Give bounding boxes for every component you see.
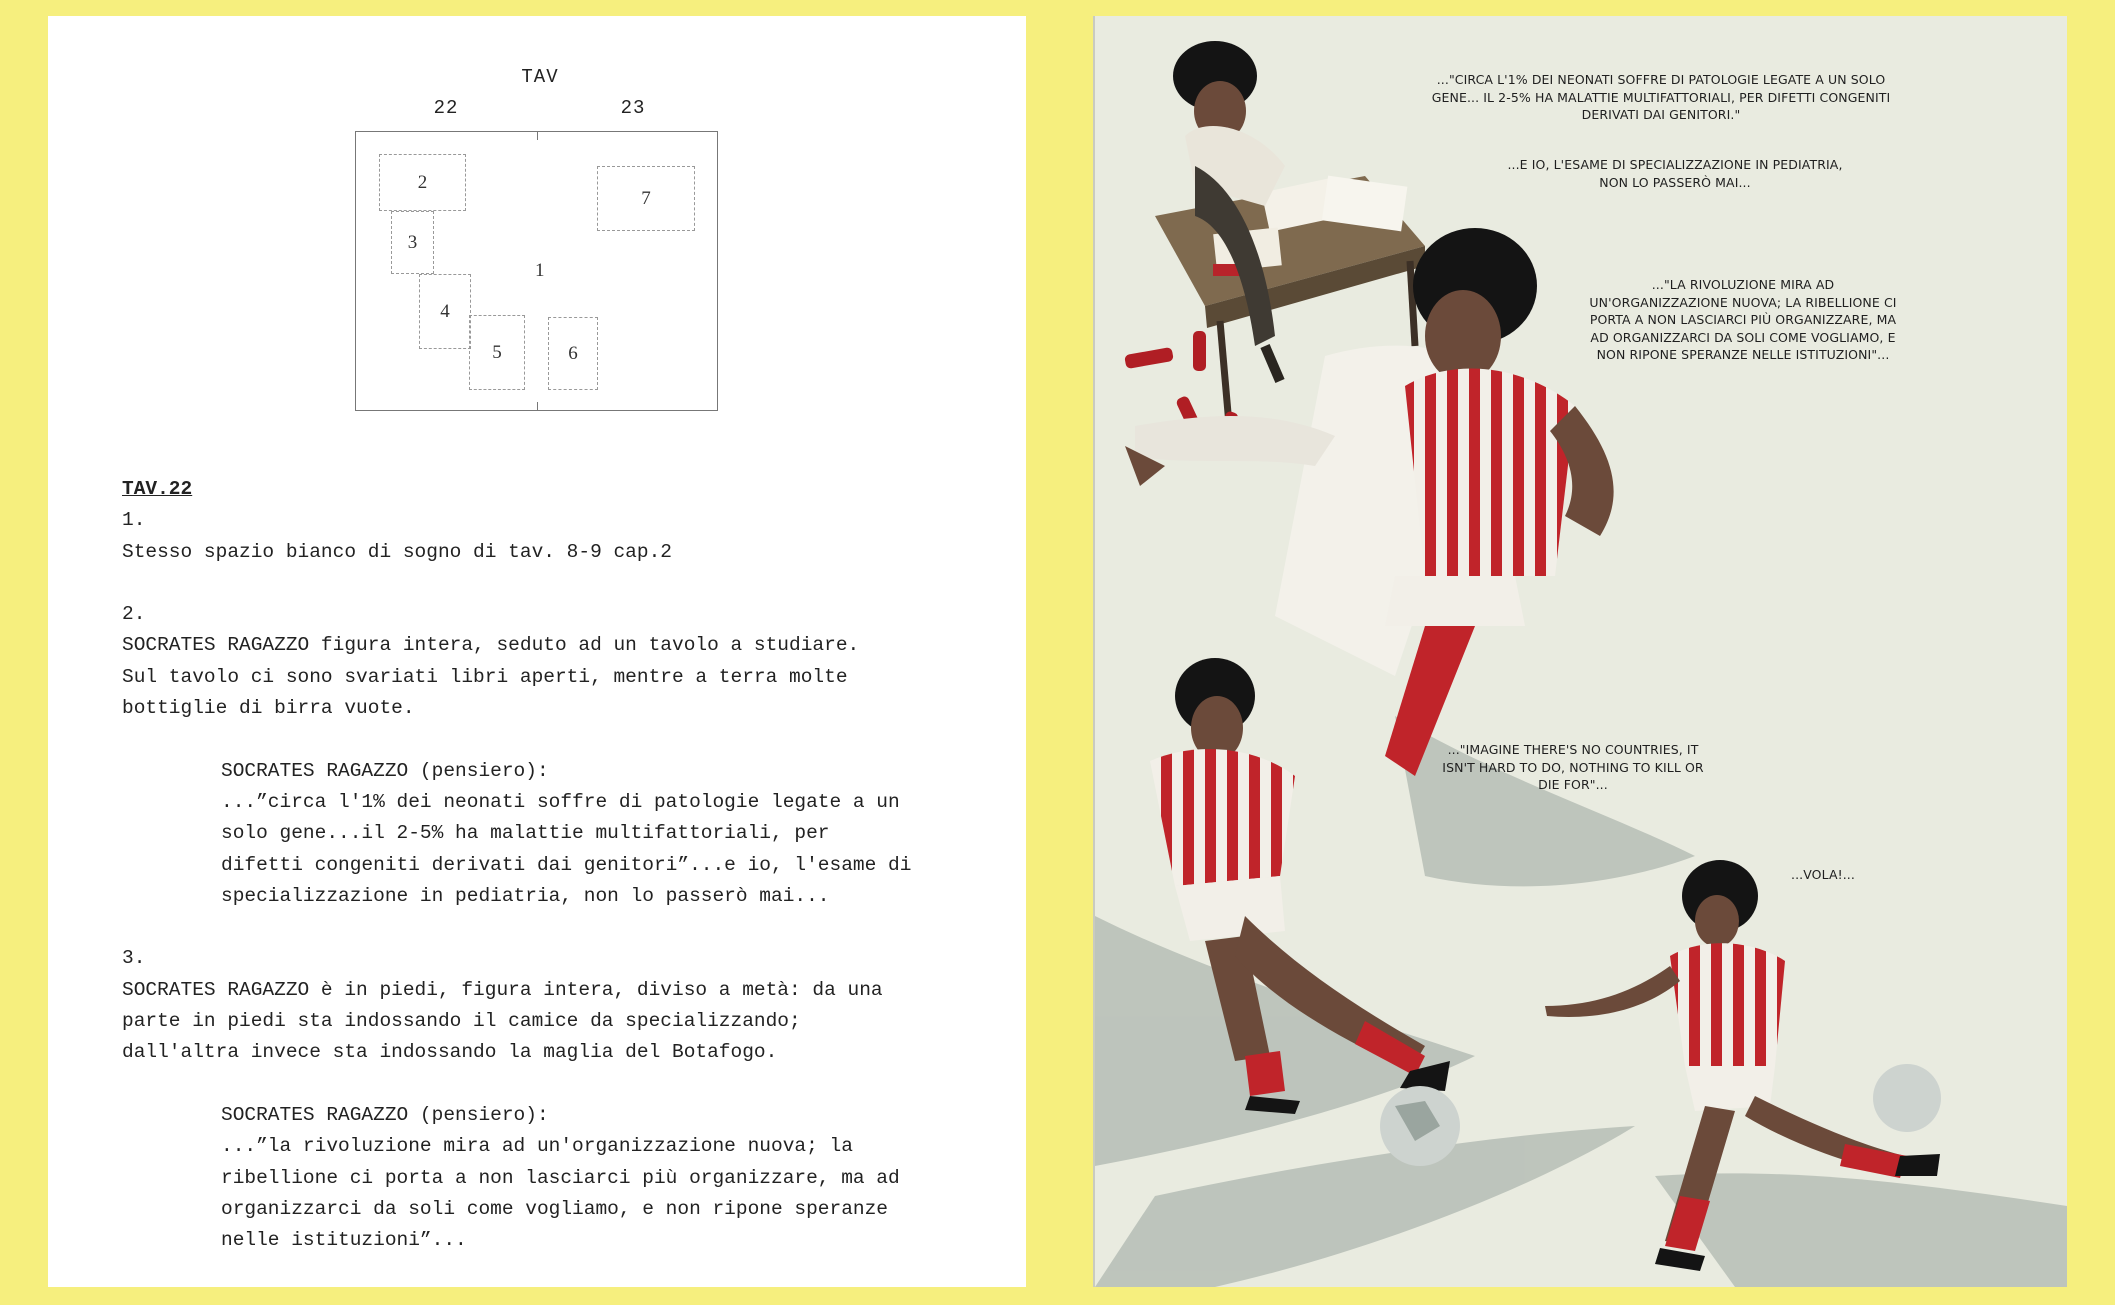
caption-line: NON LO PASSERÒ MAI... [1599, 174, 1751, 190]
panel-2-description-line: SOCRATES RAGAZZO figura intera, seduto ad un tavolo a studiare. [122, 634, 860, 657]
panel-3-speaker: SOCRATES RAGAZZO (pensiero): [221, 1103, 549, 1126]
caption-line: GENE... IL 2-5% HA MALATTIE MULTIFATTORIALI, PER DIFETTI CONGENITI [1431, 89, 1891, 105]
panel-3-dialog-line: ...”la rivoluzione mira ad un'organizzazione nuova; la [221, 1135, 853, 1158]
diagram-left-page-number: 22 [433, 97, 459, 119]
caption-line: AD ORGANIZZARCI DA SOLI COME VOGLIAMO, E [1590, 329, 1896, 345]
panel-1-number: 1. [122, 509, 146, 532]
panel-3-dialog-line: ribellione ci porta a non lasciarci più organizzare, ma ad [221, 1166, 900, 1189]
diagram-panel-4: 4 [419, 274, 471, 349]
diagram-gutter-mark [537, 402, 538, 410]
caption-vola [1763, 866, 1883, 884]
tav-heading: TAV.22 [122, 478, 193, 500]
comic-illustration [1095, 16, 2067, 1287]
panel-2-dialog-line: specializzazione in pediatria, non lo passerò mai... [221, 884, 830, 907]
panel-2-description-line: bottiglie di birra vuote. [122, 697, 415, 720]
caption-line: DERIVATI DAI GENITORI." [1581, 107, 1741, 122]
panel-2-speaker: SOCRATES RAGAZZO (pensiero): [221, 759, 549, 782]
diagram-panel-6: 6 [548, 317, 598, 390]
panel-1-description: Stesso spazio bianco di sogno di tav. 8-9 cap.2 [122, 540, 672, 563]
panel-3-description-line: dall'altra invece sta indossando la maglia del Botafogo. [122, 1041, 778, 1064]
caption-esame [1455, 156, 1895, 191]
panel-3-dialog-line: nelle istituzioni”... [221, 1229, 467, 1252]
caption-line: ...E IO, L'ESAME DI SPECIALIZZAZIONE IN PEDIATRIA, [1507, 157, 1843, 172]
caption-line: NON RIPONE SPERANZE NELLE ISTITUZIONI"... [1596, 347, 1890, 362]
panel-2-description-line: Sul tavolo ci sono svariati libri aperti, mentre a terra molte [122, 665, 848, 688]
caption-line: DIE FOR"... [1538, 777, 1608, 792]
panel-3-description-line: parte in piedi sta indossando il camice da specializzando; [122, 1010, 801, 1033]
panel-2-dialog-line: solo gene...il 2-5% ha malattie multifattoriali, per [221, 822, 830, 845]
diagram-gutter-mark [537, 132, 538, 140]
diagram-title: TAV [521, 66, 559, 88]
caption-line: PORTA A NON LASCIARCI PIÙ ORGANIZZARE, MA [1589, 312, 1897, 327]
caption-line: ..."CIRCA L'1% DEI NEONATI SOFFRE DI PATOLOGIE LEGATE A UN SOLO [1436, 72, 1886, 87]
caption-line: UN'ORGANIZZAZIONE NUOVA; LA RIBELLIONE CI [1589, 294, 1897, 310]
panel-2-dialog-line: difetti congeniti derivati dai genitori”...e io, l'esame di [221, 853, 912, 876]
diagram-panel-2: 2 [379, 154, 466, 211]
caption-imagine [1423, 741, 1723, 794]
page-layout-diagram [48, 16, 1026, 456]
caption-rivoluzione [1563, 276, 1923, 364]
caption-line: ISN'T HARD TO DO, NOTHING TO KILL OR [1442, 759, 1704, 775]
script-page [48, 16, 1026, 1287]
diagram-panel-3: 3 [391, 211, 434, 274]
panel-3-description-line: SOCRATES RAGAZZO è in piedi, figura intera, diviso a metà: da una [122, 978, 883, 1001]
panel-3-number: 3. [122, 947, 146, 970]
caption-neonati [1391, 71, 1931, 124]
diagram-panel-1: 1 [535, 260, 545, 281]
script-text [122, 474, 957, 1256]
diagram-panel-7: 7 [597, 166, 695, 231]
comic-page [1093, 16, 2067, 1287]
panel-3-dialog-line: organizzarci da soli come vogliamo, e non ripone speranze [221, 1197, 889, 1220]
caption-line: ...VOLA!... [1791, 867, 1855, 882]
panel-2-dialog-line: ...”circa l'1% dei neonati soffre di patologie legate a un [221, 790, 900, 813]
diagram-right-page-number: 23 [620, 97, 646, 119]
caption-line: ..."IMAGINE THERE'S NO COUNTRIES, IT [1447, 742, 1699, 757]
diagram-panel-5: 5 [469, 315, 525, 390]
caption-line: ..."LA RIVOLUZIONE MIRA AD [1651, 277, 1835, 292]
panel-2-number: 2. [122, 603, 146, 626]
